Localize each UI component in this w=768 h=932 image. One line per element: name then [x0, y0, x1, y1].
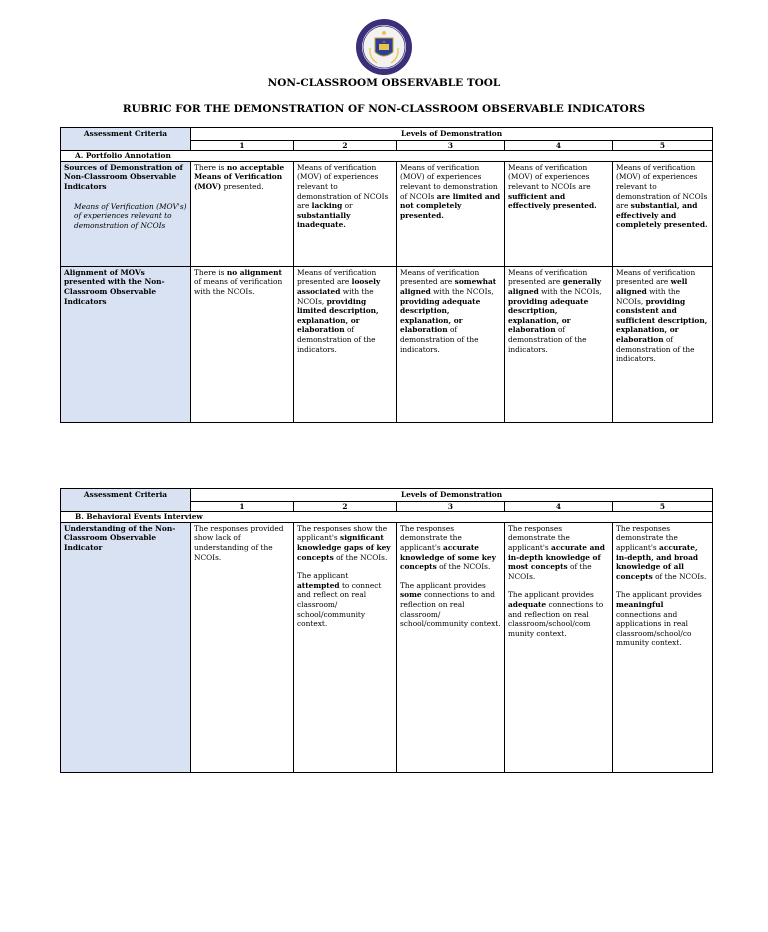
levels-header: Levels of Demonstration	[191, 128, 713, 141]
descriptor-cell: Means of verification (MOV) of experiences relevant to NCOIs are sufficient and effectively presented.	[505, 161, 613, 266]
descriptor-cell: Means of verification presented are generally aligned with the NCOIs, providing adequate description, explanation, or elaboration of demonstration of the indicators.	[505, 266, 613, 422]
descriptor-cell: Means of verification presented are somewhat aligned with the NCOIs, providing adequate description, explanation, or elaboration of demonstration of the indicators.	[397, 266, 505, 422]
descriptor-text: The responses demonstrate the applicant's accurate knowledge of some key concepts of the NCOIs.	[400, 523, 496, 572]
criteria-header: Assessment Criteria	[61, 489, 191, 512]
descriptor-cell: There is no acceptable Means of Verification (MOV) presented.	[191, 161, 294, 266]
descriptor-text: The responses demonstrate the applicant's accurate, in-depth, and broad knowledge of all concepts of the NCOIs.	[616, 523, 707, 581]
descriptor-cell: There is no alignment of means of verification with the NCOIs.	[191, 266, 294, 422]
descriptor-text: The applicant attempted to connect and reflect on real classroom/ school/community context.	[297, 571, 382, 629]
level-number: 1	[191, 140, 294, 151]
document-subtitle: RUBRIC FOR THE DEMONSTRATION OF NON-CLASSROOM OBSERVABLE INDICATORS	[122, 103, 646, 115]
descriptor-text: The responses provided show lack of understanding of the NCOIs.	[194, 523, 284, 562]
deped-seal-logo	[355, 18, 413, 76]
level-number: 2	[294, 501, 397, 512]
criterion-cell	[61, 522, 191, 772]
criterion-note: Means of Verification (MOV's) of experiences relevant to demonstration of NCOIs	[74, 201, 187, 230]
level-number: 1	[191, 501, 294, 512]
criterion-title: Sources of Demonstration of Non-Classroom Observable Indicators	[64, 162, 183, 191]
levels-header: Levels of Demonstration	[191, 489, 713, 502]
descriptor-cell: Means of verification (MOV) of experiences relevant to demonstration of NCOIs are substantial, and effectively and completely presented.	[613, 161, 713, 266]
criteria-header: Assessment Criteria	[61, 128, 191, 151]
descriptor-cell	[505, 522, 613, 772]
criterion-cell	[61, 161, 191, 266]
descriptor-cell	[397, 522, 505, 772]
rubric-table-interview	[60, 488, 713, 773]
section-heading: A. Portfolio Annotation	[61, 151, 713, 162]
level-number: 5	[613, 140, 713, 151]
descriptor-cell: Means of verification (MOV) of experiences relevant to demonstration of NCOIs are lacking or substantially inadequate.	[294, 161, 397, 266]
descriptor-cell	[191, 522, 294, 772]
descriptor-text: The applicant provides meaningful connections and applications in real classroom/school/co mmunity context.	[616, 590, 702, 648]
section-heading: B. Behavioral Events Interview	[61, 512, 713, 523]
criterion-title: Alignment of MOVs presented with the Non-Classroom Observable Indicators	[64, 267, 165, 306]
descriptor-cell: Means of verification (MOV) of experiences relevant to demonstration of NCOIs are limited and not completely presented.	[397, 161, 505, 266]
descriptor-cell: Means of verification presented are loosely associated with the NCOIs, providing limited description, explanation, or elaboration of demonstration of the indicators.	[294, 266, 397, 422]
descriptor-cell	[294, 522, 397, 772]
level-number: 4	[505, 140, 613, 151]
descriptor-text: The applicant provides some connections to and reflection on real classroom/ school/community context.	[400, 580, 501, 629]
rubric-table-portfolio	[60, 127, 713, 423]
document-title: NON-CLASSROOM OBSERVABLE TOOL	[267, 77, 501, 89]
level-number: 4	[505, 501, 613, 512]
level-number: 5	[613, 501, 713, 512]
descriptor-text: The responses demonstrate the applicant's accurate and in-depth knowledge of most concepts of the NCOIs.	[508, 523, 605, 581]
level-number: 3	[397, 140, 505, 151]
descriptor-cell	[613, 522, 713, 772]
level-number: 2	[294, 140, 397, 151]
criterion-title: Understanding of the Non-Classroom Observable Indicator	[64, 523, 176, 552]
criterion-cell	[61, 266, 191, 422]
descriptor-cell: Means of verification presented are well aligned with the NCOIs, providing consistent and sufficient description, explanation, or elaboration of demonstration of the indicators.	[613, 266, 713, 422]
descriptor-text: The applicant provides adequate connections to and reflection on real classroom/school/com munity context.	[508, 590, 604, 638]
level-number: 3	[397, 501, 505, 512]
descriptor-text: The responses show the applicant's significant knowledge gaps of key concepts of the NCOIs.	[297, 523, 391, 562]
